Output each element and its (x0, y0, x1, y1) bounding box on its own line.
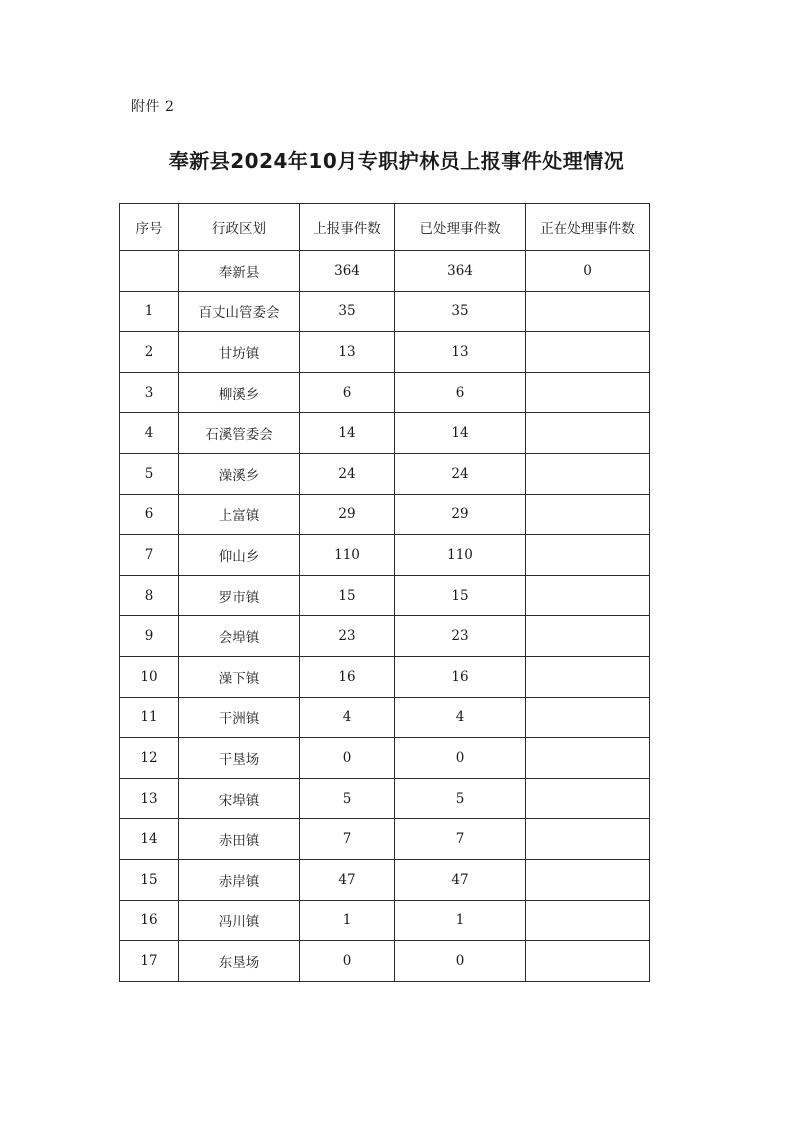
cell-region: 奉新县 (179, 251, 300, 292)
cell-serial-number: 6 (120, 494, 179, 535)
cell-serial-number: 8 (120, 575, 179, 616)
cell-processing-events (526, 291, 650, 332)
cell-reported-events: 0 (300, 738, 395, 779)
cell-reported-events: 1 (300, 900, 395, 941)
table-row (120, 859, 650, 900)
cell-processing-events (526, 453, 650, 494)
cell-processing-events (526, 900, 650, 941)
cell-handled-events: 0 (395, 738, 526, 779)
cell-reported-events: 47 (300, 859, 395, 900)
cell-processing-events (526, 332, 650, 373)
table-row (120, 291, 650, 332)
cell-handled-events: 1 (395, 900, 526, 941)
cell-region: 罗市镇 (179, 575, 300, 616)
cell-handled-events: 47 (395, 859, 526, 900)
attachment-label: 附件 2 (131, 99, 175, 115)
cell-serial-number: 2 (120, 332, 179, 373)
cell-processing-events (526, 819, 650, 860)
table-row (120, 778, 650, 819)
cell-reported-events: 4 (300, 697, 395, 738)
cell-region: 石溪管委会 (179, 413, 300, 454)
cell-region: 干垦场 (179, 738, 300, 779)
cell-region: 仰山乡 (179, 535, 300, 576)
cell-processing-events (526, 697, 650, 738)
cell-handled-events: 5 (395, 778, 526, 819)
cell-region: 宋埠镇 (179, 778, 300, 819)
cell-region: 柳溪乡 (179, 372, 300, 413)
cell-reported-events: 14 (300, 413, 395, 454)
cell-handled-events: 35 (395, 291, 526, 332)
cell-handled-events: 16 (395, 656, 526, 697)
cell-processing-events (526, 535, 650, 576)
table-row (120, 535, 650, 576)
cell-serial-number: 3 (120, 372, 179, 413)
cell-reported-events: 15 (300, 575, 395, 616)
cell-processing-events (526, 616, 650, 657)
cell-serial-number: 10 (120, 656, 179, 697)
cell-region: 澡溪乡 (179, 453, 300, 494)
table-row (120, 738, 650, 779)
cell-handled-events: 23 (395, 616, 526, 657)
cell-reported-events: 5 (300, 778, 395, 819)
cell-processing-events (526, 859, 650, 900)
cell-handled-events: 24 (395, 453, 526, 494)
cell-region: 干洲镇 (179, 697, 300, 738)
cell-serial-number: 13 (120, 778, 179, 819)
cell-region: 澡下镇 (179, 656, 300, 697)
cell-reported-events: 16 (300, 656, 395, 697)
table-row (120, 453, 650, 494)
cell-handled-events: 15 (395, 575, 526, 616)
document-title: 奉新县2024年10月专职护林员上报事件处理情况 (168, 149, 625, 173)
cell-processing-events (526, 413, 650, 454)
table-row (120, 819, 650, 860)
header-reported-events: 上报事件数 (300, 204, 395, 251)
cell-handled-events: 110 (395, 535, 526, 576)
cell-handled-events: 29 (395, 494, 526, 535)
cell-region: 百丈山管委会 (179, 291, 300, 332)
cell-processing-events (526, 778, 650, 819)
cell-reported-events: 6 (300, 372, 395, 413)
cell-reported-events: 29 (300, 494, 395, 535)
cell-serial-number: 14 (120, 819, 179, 860)
cell-region: 赤岸镇 (179, 859, 300, 900)
cell-serial-number: 12 (120, 738, 179, 779)
total-row (120, 251, 650, 292)
cell-reported-events: 110 (300, 535, 395, 576)
cell-serial-number: 9 (120, 616, 179, 657)
cell-reported-events: 23 (300, 616, 395, 657)
cell-serial-number (120, 251, 179, 292)
table-row (120, 494, 650, 535)
cell-processing-events (526, 656, 650, 697)
cell-serial-number: 11 (120, 697, 179, 738)
table-row (120, 413, 650, 454)
cell-reported-events: 364 (300, 251, 395, 292)
table-row (120, 575, 650, 616)
table-row (120, 656, 650, 697)
cell-processing-events (526, 372, 650, 413)
table-header-row (120, 204, 650, 251)
header-region: 行政区划 (179, 204, 300, 251)
cell-handled-events: 4 (395, 697, 526, 738)
cell-serial-number: 5 (120, 453, 179, 494)
cell-reported-events: 13 (300, 332, 395, 373)
cell-serial-number: 17 (120, 941, 179, 982)
event-report-table (119, 203, 650, 982)
cell-handled-events: 14 (395, 413, 526, 454)
cell-processing-events (526, 738, 650, 779)
cell-region: 上富镇 (179, 494, 300, 535)
header-handled-events: 已处理事件数 (395, 204, 526, 251)
cell-processing-events (526, 941, 650, 982)
cell-region: 会埠镇 (179, 616, 300, 657)
cell-serial-number: 7 (120, 535, 179, 576)
cell-reported-events: 24 (300, 453, 395, 494)
cell-serial-number: 1 (120, 291, 179, 332)
cell-handled-events: 7 (395, 819, 526, 860)
table-row (120, 941, 650, 982)
cell-handled-events: 13 (395, 332, 526, 373)
header-serial-number: 序号 (120, 204, 179, 251)
cell-reported-events: 35 (300, 291, 395, 332)
cell-serial-number: 16 (120, 900, 179, 941)
cell-reported-events: 7 (300, 819, 395, 860)
cell-processing-events (526, 494, 650, 535)
table-row (120, 332, 650, 373)
cell-serial-number: 15 (120, 859, 179, 900)
cell-handled-events: 364 (395, 251, 526, 292)
header-processing-events: 正在处理事件数 (526, 204, 650, 251)
cell-region: 赤田镇 (179, 819, 300, 860)
cell-region: 东垦场 (179, 941, 300, 982)
cell-region: 冯川镇 (179, 900, 300, 941)
cell-processing-events (526, 575, 650, 616)
cell-processing-events: 0 (526, 251, 650, 292)
table-row (120, 697, 650, 738)
cell-handled-events: 6 (395, 372, 526, 413)
cell-region: 甘坊镇 (179, 332, 300, 373)
table-row (120, 372, 650, 413)
cell-handled-events: 0 (395, 941, 526, 982)
cell-reported-events: 0 (300, 941, 395, 982)
table-row (120, 900, 650, 941)
cell-serial-number: 4 (120, 413, 179, 454)
table-row (120, 616, 650, 657)
